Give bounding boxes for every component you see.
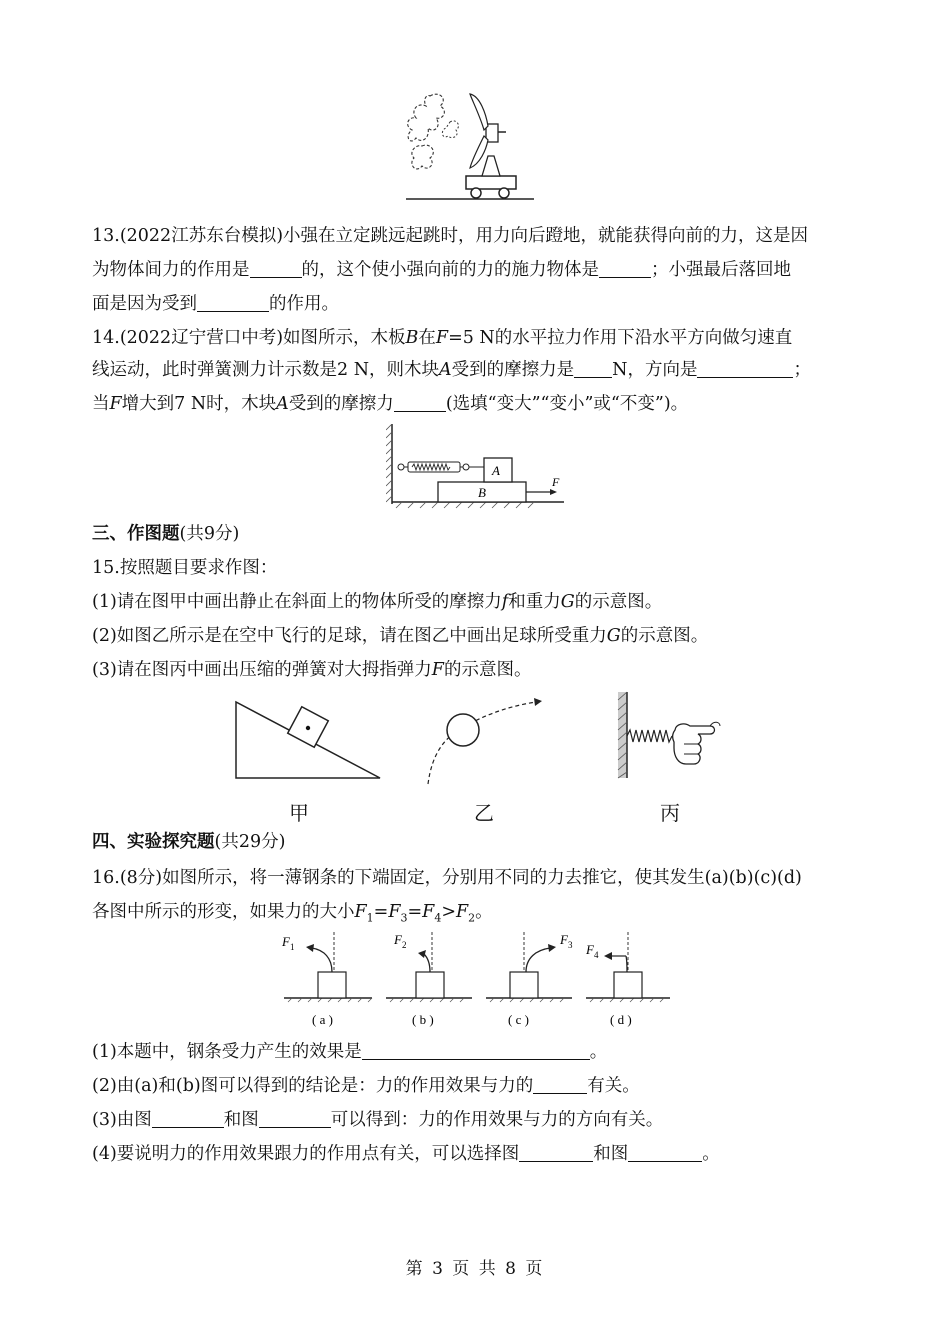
answer-blank[interactable]	[599, 259, 651, 278]
answer-blank[interactable]	[362, 1041, 590, 1060]
section-4-heading: 四、实验探究题(共29分)	[92, 832, 286, 852]
q14-line-3: 当F增大到7 N时，木块A受到的摩擦力 (选填“变大”“变小”或“不变”)。	[92, 394, 689, 414]
svg-text:2: 2	[402, 940, 407, 950]
answer-blank[interactable]	[250, 259, 302, 278]
q13-line-1: 13.(2022江苏东台模拟)小强在立定跳远起跳时，用力向后蹬地，就能获得向前的力，这是因	[92, 226, 809, 246]
q13-line-3: 面是因为受到 的作用。	[92, 294, 339, 314]
svg-text:4: 4	[594, 950, 599, 960]
answer-blank[interactable]	[394, 393, 446, 412]
q15-part-1: (1)请在图甲中画出静止在斜面上的物体所受的摩擦力f和重力G的示意图。	[92, 592, 663, 612]
answer-blank[interactable]	[574, 359, 612, 378]
answer-blank[interactable]	[533, 1075, 587, 1094]
steel-strip-figure	[280, 928, 674, 1034]
incline-block-figure	[234, 700, 384, 782]
flying-ball-figure	[420, 694, 550, 786]
label-F: F	[552, 475, 560, 489]
panel-c	[486, 932, 573, 1027]
svg-text:1: 1	[290, 942, 295, 952]
answer-blank[interactable]	[519, 1143, 593, 1162]
panel-d	[585, 932, 670, 1027]
svg-text:F: F	[394, 932, 402, 947]
answer-blank[interactable]	[628, 1143, 702, 1162]
q16-part-4: (4)要说明力的作用效果跟力的作用点有关，可以选择图 和图 。	[92, 1144, 720, 1164]
q16-line-2: 各图中所示的形变，如果力的大小$F_1=F_3=F_4>F_2$。	[92, 902, 493, 925]
caption-a: ( a )	[312, 1012, 333, 1027]
svg-text:F: F	[586, 942, 594, 957]
answer-blank[interactable]	[152, 1109, 224, 1128]
section-3-heading: 三、作图题(共9分)	[92, 524, 240, 544]
svg-text:3: 3	[568, 940, 573, 950]
caption-d: ( d )	[610, 1012, 632, 1027]
caption-b: ( b )	[412, 1012, 434, 1027]
label-B: B	[478, 485, 486, 500]
answer-blank[interactable]	[697, 359, 793, 378]
svg-text:F: F	[560, 932, 568, 947]
label-A: A	[492, 463, 500, 478]
caption-jia: 甲	[289, 801, 309, 825]
panel-a	[281, 932, 372, 1027]
svg-text:F: F	[282, 934, 290, 949]
spring-thumb-figure	[612, 690, 722, 782]
spring-scale-board-figure	[386, 424, 568, 510]
q15-part-3: (3)请在图丙中画出压缩的弹簧对大拇指弹力F的示意图。	[92, 660, 532, 680]
q14-line-1: 14.(2022辽宁营口中考)如图所示，木板B在F=5 N的水平拉力作用下沿水平方向做匀速直	[92, 328, 793, 348]
q14-line-2: 线运动，此时弹簧测力计示数是2 N，则木块A受到的摩擦力是 N，方向是 ；	[92, 360, 811, 380]
answer-blank[interactable]	[259, 1109, 331, 1128]
caption-c: ( c )	[508, 1012, 529, 1027]
fan-cart-figure	[400, 86, 540, 208]
q15-part-2: (2)如图乙所示是在空中飞行的足球，请在图乙中画出足球所受重力G的示意图。	[92, 626, 709, 646]
q16-part-1: (1)本题中，钢条受力产生的效果是 。	[92, 1042, 608, 1062]
q13-line-2: 为物体间力的作用是 的，这个使小强向前的力的施力物体是 ；小强最后落回地	[92, 260, 791, 280]
q15-intro: 15.按照题目要求作图：	[92, 558, 278, 578]
q16-line-1: 16.(8分)如图所示，将一薄钢条的下端固定，分别用不同的力去推它，使其发生(a)(b)(c)(d)	[92, 868, 802, 888]
panel-b	[386, 932, 472, 1027]
page-footer: 第 3 页 共 8 页	[405, 1259, 545, 1279]
caption-bing: 丙	[660, 801, 680, 825]
answer-blank[interactable]	[197, 293, 269, 312]
q16-part-3: (3)由图 和图 可以得到：力的作用效果与力的方向有关。	[92, 1110, 664, 1130]
caption-yi: 乙	[474, 801, 494, 825]
block-center-dot	[306, 726, 310, 730]
q16-part-2: (2)由(a)和(b)图可以得到的结论是：力的作用效果与力的 有关。	[92, 1076, 640, 1096]
